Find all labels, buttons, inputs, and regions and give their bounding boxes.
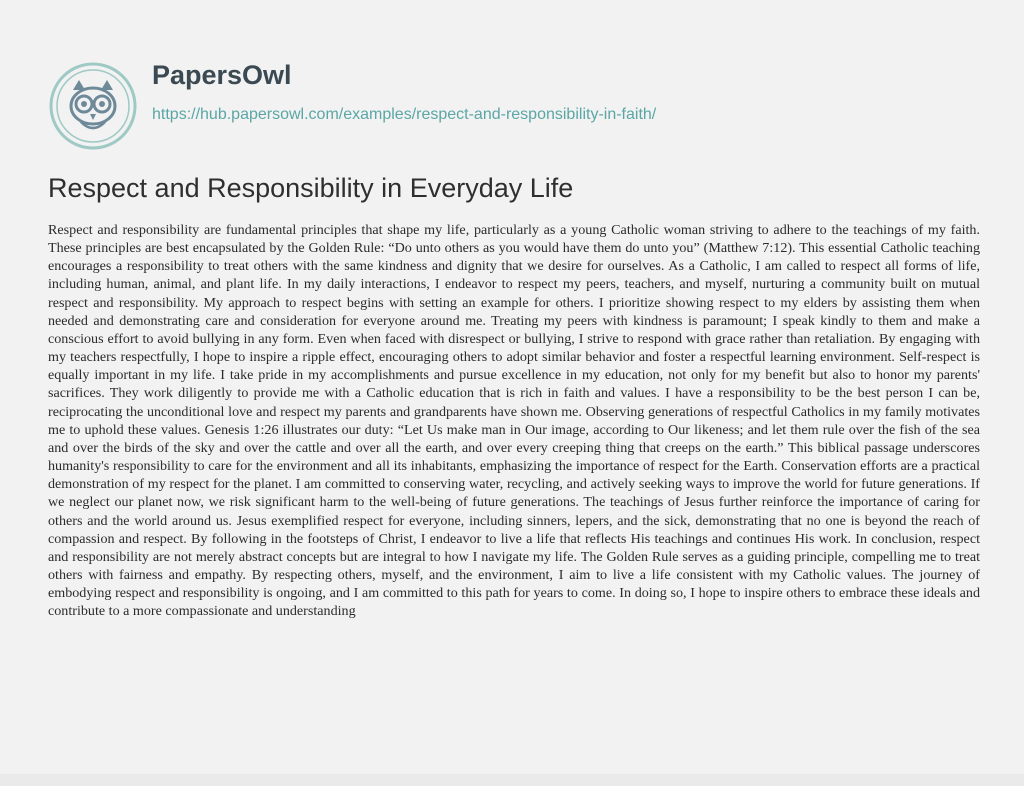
brand-name: PapersOwl [152, 60, 292, 90]
site-header [0, 0, 1024, 160]
page-title: Respect and Responsibility in Everyday Life [48, 173, 574, 203]
source-url-link[interactable]: https://hub.papersowl.com/examples/respect-and-responsibility-in-faith/ [152, 106, 657, 123]
owl-logo-icon[interactable] [49, 62, 137, 150]
essay-body: Respect and responsibility are fundamental principles that shape my life, particularly as a young Catholic woman striving to adhere to the teachings of my faith. These principles are best encapsulated by the Golden Rule: “Do unto others as you would have them do unto you” (Matthew 7:12). This essential Catholic teaching encourages a responsibility to treat others with the same kindness and dignity that we desire for ourselves. As a Catholic, I am called to respect all forms of life, including human, animal, and plant life. In my daily interactions, I endeavor to respect my peers, teachers, and myself, nurturing a community built on mutual respect and responsibility. My approach to respect begins with setting an example for others. I prioritize showing respect to my elders by assisting them when needed and demonstrating care and consideration for everyone around me. Treating my peers with kindness is paramount; I speak kindly to them and make a conscious effort to avoid bullying in any form. Even when faced with disrespect or bullying, I strive to respond with grace rather than retaliation. By engaging with my teachers respectfully, I hope to inspire a ripple effect, encouraging others to adopt similar behavior and foster a respectful learning environment. Self-respect is equally important in my life. I take pride in my accomplishments and pursue excellence in my education, not only for my benefit but also to honor my parents' sacrifices. They work diligently to provide me with a Catholic education that is rich in faith and values. I have a responsibility to be the best person I can be, reciprocating the unconditional love and respect my parents and grandparents have shown me. Observing generations of respectful Catholics in my family motivates me to uphold these values. Genesis 1:26 illustrates our duty: “Let Us make man in Our image, according to Our likeness; and let them rule over the fish of the sea and over the birds of the sky and over the cattle and over all the earth, and over every creeping thing that creeps on the earth.” This biblical passage underscores humanity's responsibility to care for the environment and all its inhabitants, emphasizing the importance of respect for the Earth. Conservation efforts are a practical demonstration of my respect for the planet. I am committed to conserving water, recycling, and actively seeking ways to improve the world for future generations. If we neglect our planet now, we risk significant harm to the well-being of future generations. The teachings of Jesus further reinforce the importance of caring for others and the world around us. Jesus exemplified respect for everyone, including sinners, lepers, and the sick, demonstrating that no one is beyond the reach of compassion and respect. By following in the footsteps of Christ, I endeavor to live a life that reflects His teachings and continues His work. In conclusion, respect and responsibility are not merely abstract concepts but are integral to how I navigate my life. The Golden Rule serves as a guiding principle, compelling me to treat others with fairness and empathy. By respecting others, myself, and the environment, I aim to live a life consistent with my Catholic values. The journey of embodying respect and responsibility is ongoing, and I am committed to this path for years to come. In doing so, I hope to inspire others to embrace these ideals and contribute to a more compassionate and understanding [48, 222, 980, 620]
footer-strip [0, 774, 1024, 786]
